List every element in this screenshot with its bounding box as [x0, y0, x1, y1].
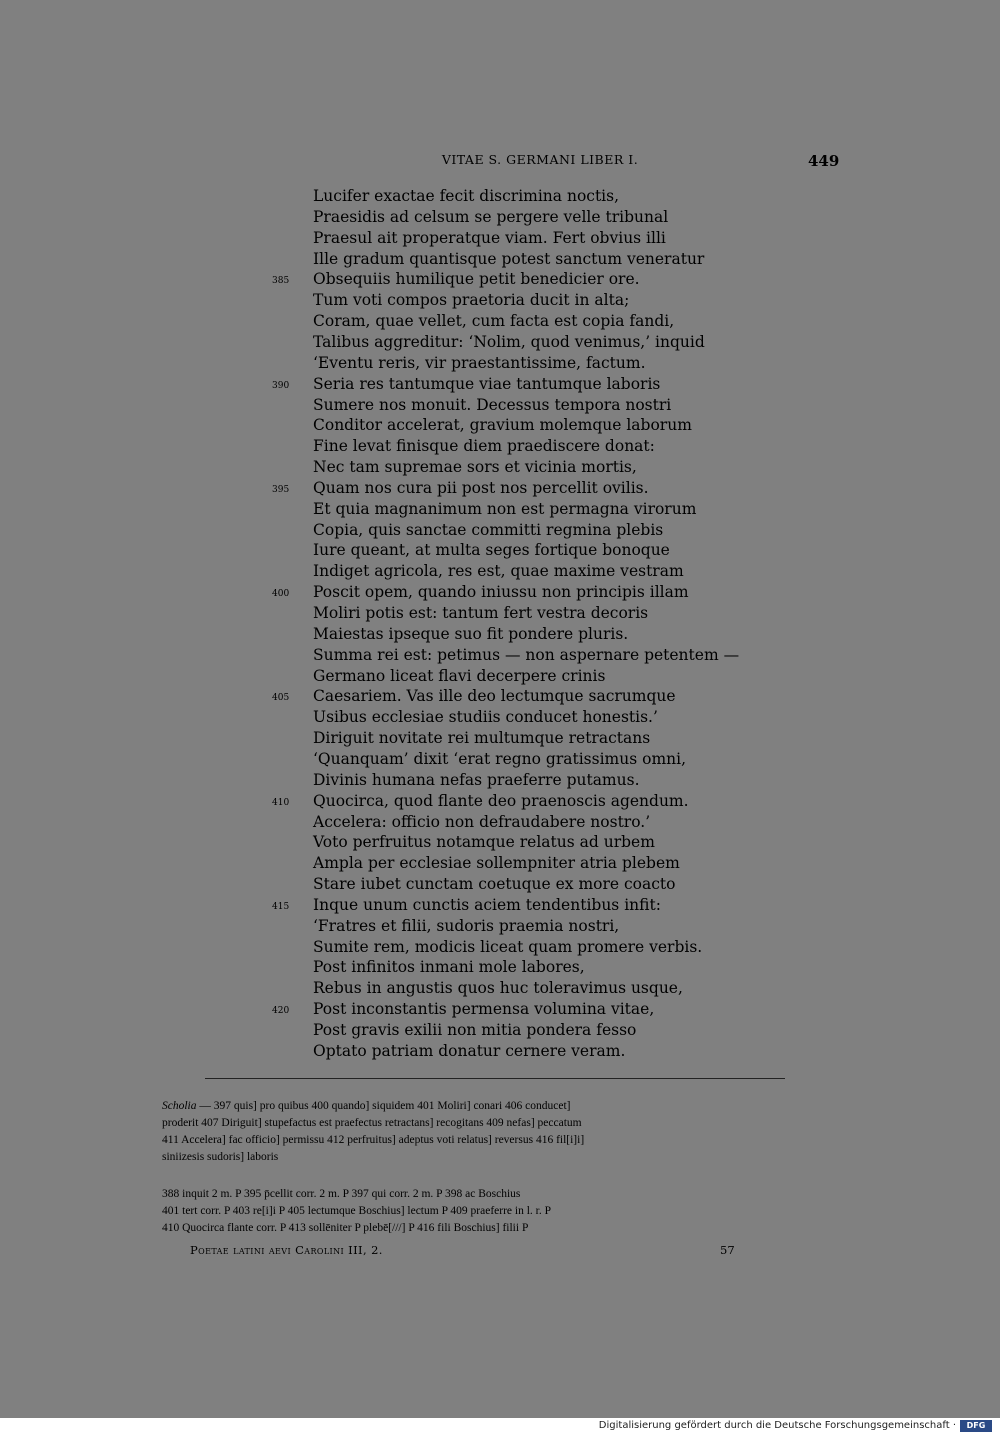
poem-line: Talibus aggreditur: ‘Nolim, quod venimus,’ inquid [313, 332, 705, 351]
poem-line: Divinis humana nefas praeferre putamus. [313, 770, 640, 789]
poem-line: Inque unum cunctis aciem tendentibus infit: [313, 895, 661, 914]
poem-line: ‘Quanquam’ dixit ‘erat regno gratissimus omni, [313, 749, 687, 768]
funding-notice: Digitalisierung gefördert durch die Deutsche Forschungsgemeinschaft · [598, 1420, 956, 1431]
verse-number: 395 [272, 484, 290, 495]
signature-number: 57 [720, 1243, 735, 1257]
poem-line: Tum voti compos praetoria ducit in alta; [313, 291, 630, 310]
poem-line: Voto perfruitus notamque relatus ad urbem [313, 833, 655, 852]
poem-line: Post gravis exilii non mitia pondera fesso [313, 1021, 637, 1039]
verse-number: 390 [272, 380, 290, 391]
verse-number: 405 [272, 693, 290, 704]
dfg-logo-icon: DFG [960, 1420, 992, 1432]
poem-line: Praesul ait properatque viam. Fert obvius illi [313, 228, 666, 247]
poem-line: Ampla per ecclesiae sollempniter atria plebem [313, 854, 680, 873]
poem-line: Post inconstantis permensa volumina vitae, [313, 1000, 655, 1019]
scholia-line: siniizesis sudoris] laboris [162, 1151, 279, 1163]
poem-line: Stare iubet cunctam coetuque ex more coacto [313, 875, 676, 894]
verse-number: 415 [272, 901, 290, 912]
footnote-divider [205, 1078, 785, 1079]
poem-line: Moliri potis est: tantum fert vestra decoris [313, 604, 649, 622]
poem-line: Seria res tantumque viae tantumque laboris [313, 374, 661, 393]
poem-line: Conditor accelerat, gravium molemque laborum [313, 416, 692, 435]
poem-line: Copia, quis sanctae committi regmina plebis [313, 520, 664, 539]
poem-line: Lucifer exactae fecit discrimina noctis, [313, 187, 620, 205]
scholia-line: 411 Accelera] fac officio] permissu 412 perfruitus] adeptus voti relatus] reversus 416 fil[i]i] [162, 1134, 585, 1146]
verse-number: 400 [272, 589, 290, 600]
critical-apparatus [162, 1186, 828, 1237]
page-number: 449 [808, 152, 840, 170]
poem-line: Maiestas ipseque suo fit pondere pluris. [313, 624, 629, 643]
running-title: VITAE S. GERMANI LIBER I. [441, 152, 639, 167]
apparatus-line: 401 tert corr. P 403 re[i]i P 405 lectumque Boschius] lectum P 409 praeferre in l. r. P [162, 1205, 552, 1217]
scholia-line: proderit 407 Diriguit] stupefactus est praefectus retractans] recogitans 409 nefas] peccatum [162, 1117, 582, 1129]
poem-line: Indiget agricola, res est, quae maxime vestram [313, 562, 684, 581]
poem-line: Quocirca, quod flante deo praenoscis agendum. [313, 791, 689, 810]
poem-line: Coram, quae vellet, cum facta est copia fandi, [313, 312, 675, 331]
poem-line: Optato patriam donatur cernere veram. [313, 1041, 626, 1060]
verse-number: 420 [272, 1006, 290, 1017]
poem-line: Post infinitos inmani mole labores, [313, 958, 585, 977]
poem-line: ‘Eventu reris, vir praestantissime, factum. [313, 353, 646, 372]
poem-line: Rebus in angustis quos huc toleravimus usque, [313, 979, 683, 998]
poem-line: Praesidis ad celsum se pergere velle tribunal [313, 207, 669, 226]
poem-line: Quam nos cura pii post nos percellit ovilis. [313, 478, 649, 497]
poem-line: Sumite rem, modicis liceat quam promere verbis. [313, 937, 703, 956]
poem-line: Obsequiis humilique petit benedicier ore. [313, 270, 640, 289]
poem-line: Accelera: officio non defraudabere nostro.’ [313, 812, 651, 831]
poem-line: Usibus ecclesiae studiis conducet honestis.’ [313, 708, 658, 727]
poem-line: Ille gradum quantisque potest sanctum veneratur [313, 249, 705, 268]
verse-number: 385 [272, 276, 290, 287]
poem-line: Poscit opem, quando iniussu non principis illam [313, 583, 689, 602]
poem-line: Summa rei est: petimus — non aspernare petentem — [313, 645, 740, 664]
scholia-notes [162, 1098, 828, 1166]
poem-line: Iure queant, at multa seges fortique bonoque [313, 541, 670, 560]
footer-bar [0, 1418, 1000, 1434]
poem-line: Fine levat finisque diem praediscere donat: [313, 437, 655, 456]
poem-line: Et quia magnanimum non est permagna virorum [313, 499, 697, 518]
poem-line: Nec tam supremae sors et vicinia mortis, [313, 458, 637, 477]
poem-line: Diriguit novitate rei multumque retractans [313, 729, 651, 748]
poem-line: Caesariem. Vas ille deo lectumque sacrumque [313, 687, 676, 706]
signature-mark: Poetae latini aevi Carolini III, 2. [190, 1243, 383, 1257]
poem-line: Sumere nos monuit. Decessus tempora nostri [313, 395, 672, 414]
scholia-line: — 397 quis] pro quibus 400 quando] siquidem 401 Moliri] conari 406 conducet] [199, 1100, 571, 1112]
apparatus-line: 410 Quocirca flante corr. P 413 sollēniter P plebē[///] P 416 fili Boschius] filii P [162, 1222, 529, 1234]
scholia-label: Scholia [162, 1100, 197, 1112]
apparatus-line: 388 inquit 2 m. P 395 p̄cellit corr. 2 m. P 397 qui corr. 2 m. P 398 ac Boschius [162, 1188, 521, 1200]
poem-line: ‘Fratres et filii, sudoris praemia nostri, [313, 916, 620, 935]
verse-number: 410 [272, 797, 290, 808]
poem-line: Germano liceat flavi decerpere crinis [313, 666, 606, 685]
